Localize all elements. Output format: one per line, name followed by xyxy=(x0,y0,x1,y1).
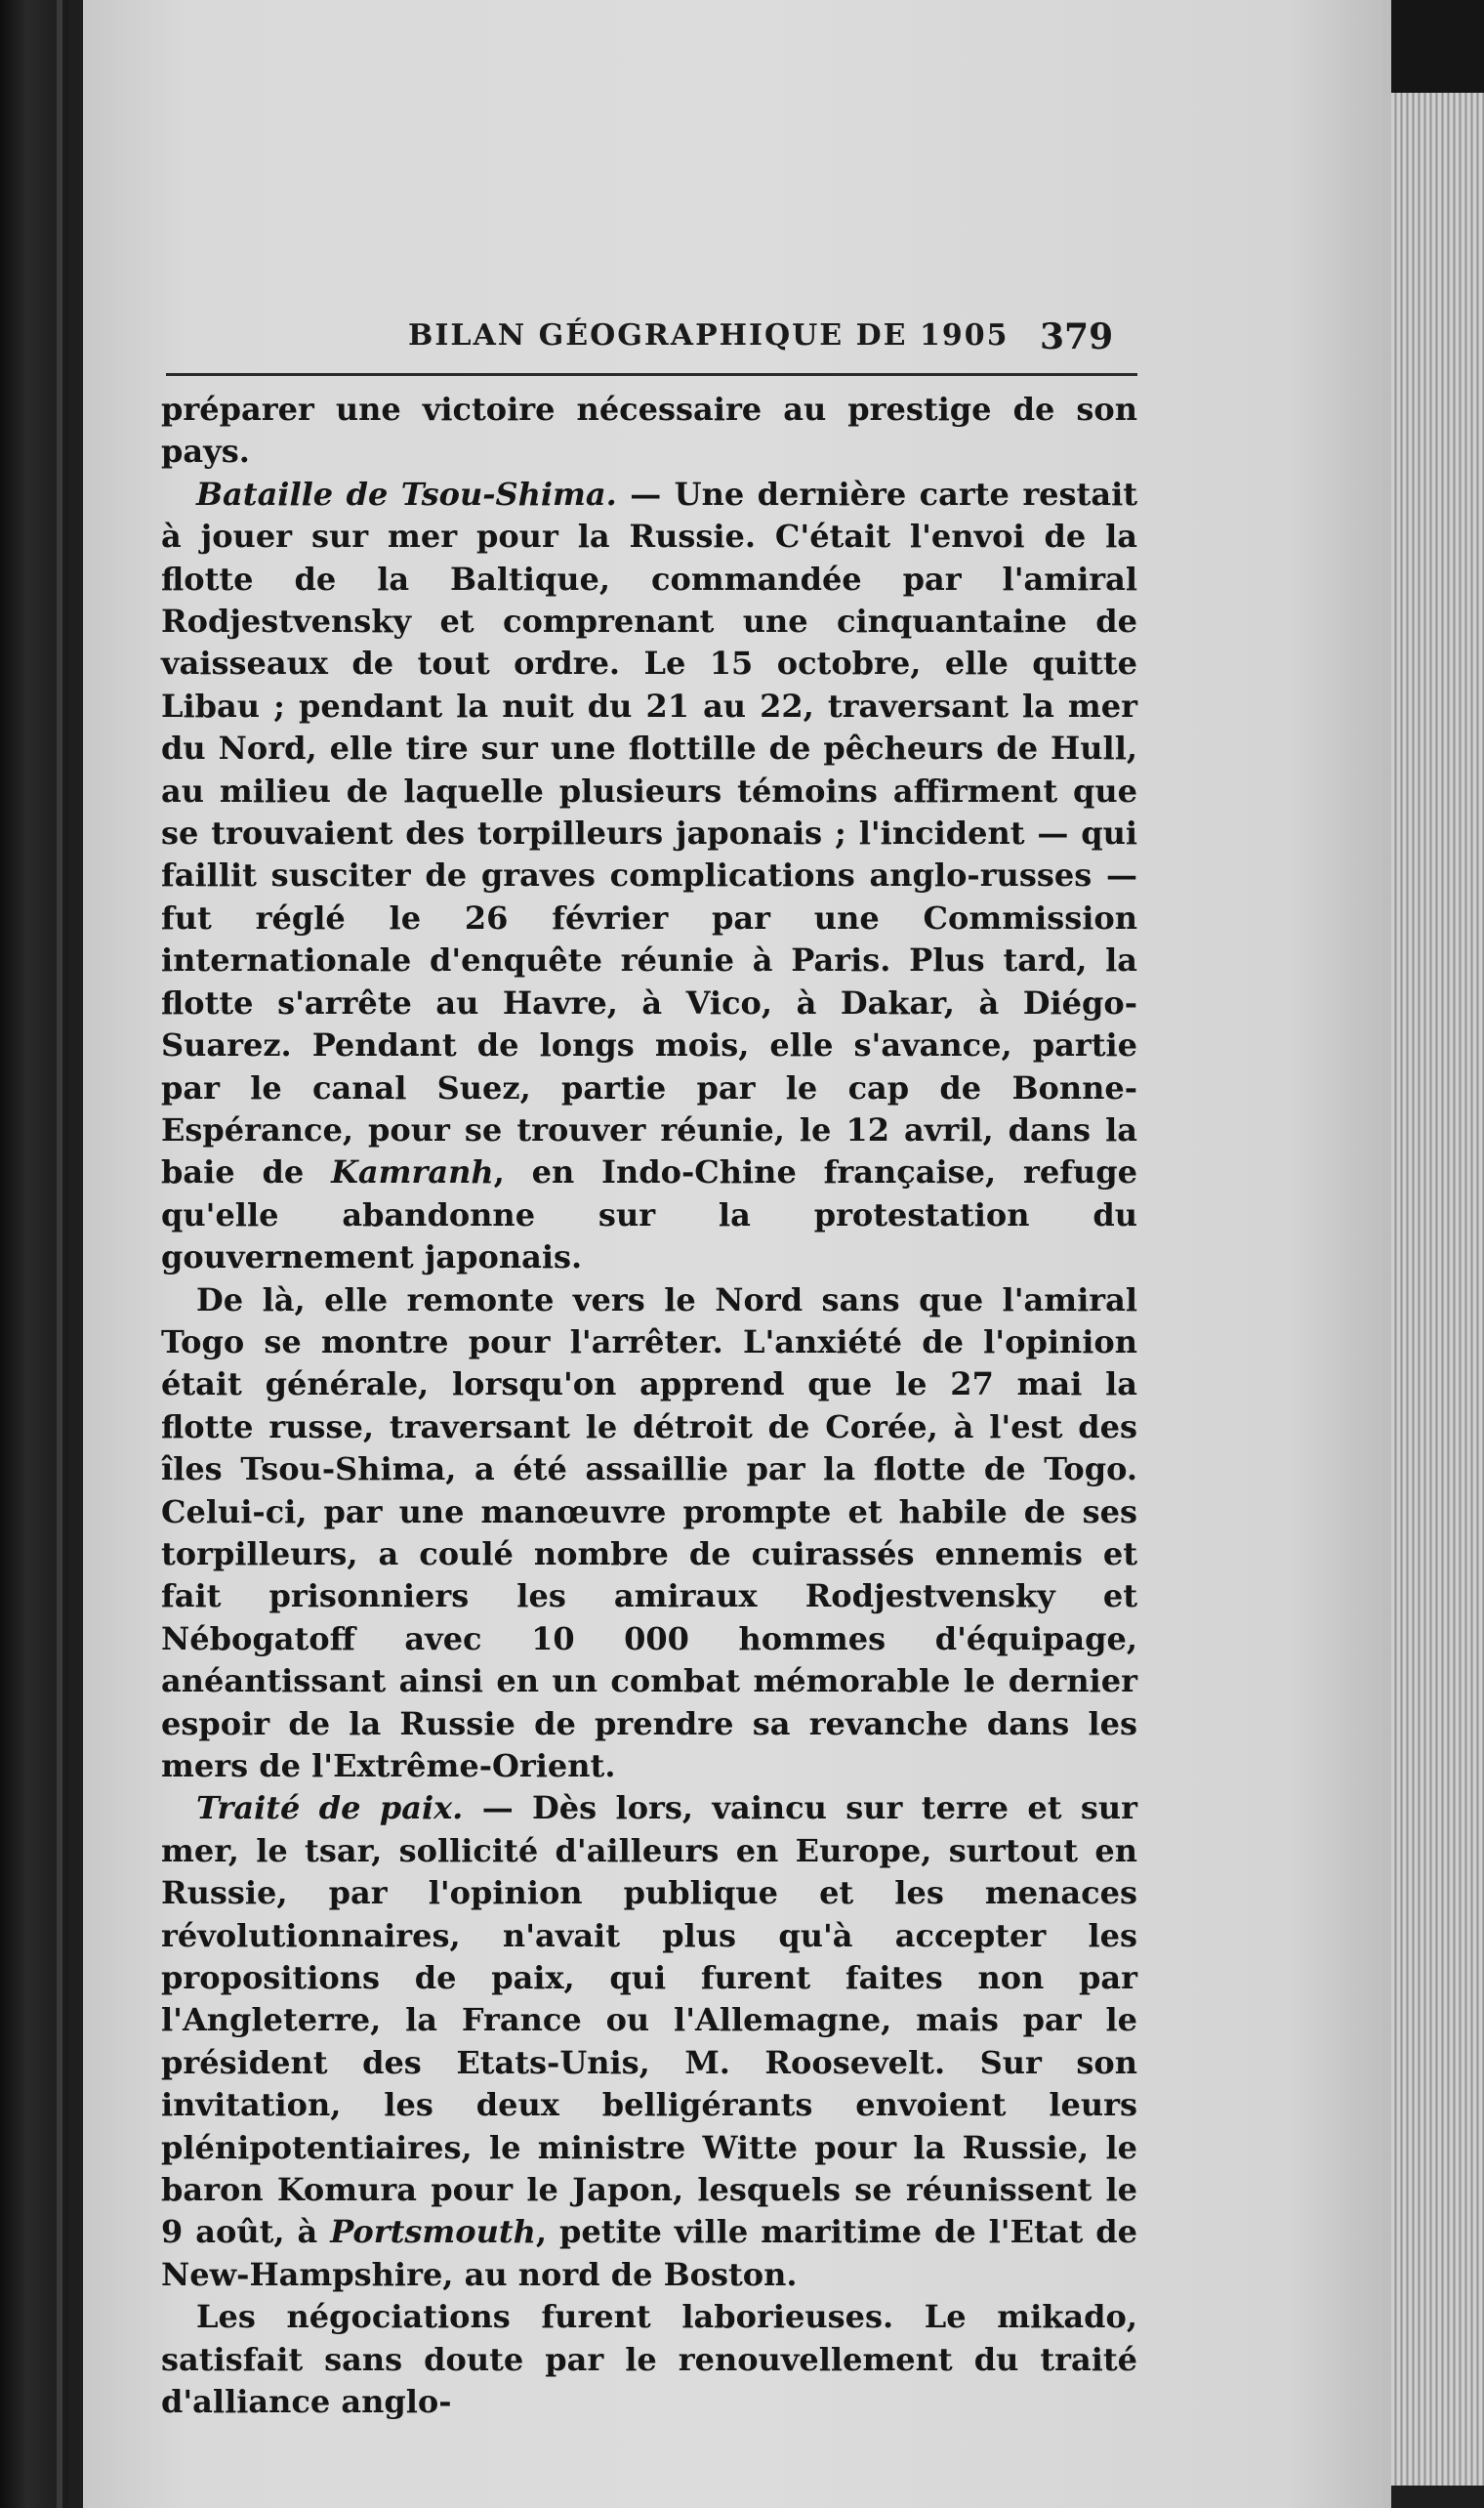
section-lead: Bataille de Tsou-Shima. xyxy=(196,475,617,513)
spine-shadow xyxy=(57,0,62,2508)
paragraph-battle xyxy=(161,1279,1137,1788)
page-header xyxy=(166,311,1137,369)
place-name-emphasis: Portsmouth xyxy=(330,2213,536,2251)
paragraph-text: — Une dernière carte restait à jouer sur mer pour la Russie. C'était l'envoi de la flotte de la Baltique, commandée par l'amiral Rodjestvensky et comprenant une cinquantaine de vaisseaux de tout ordre. Le 15 octobre, elle quitte Libau ; pendant la nuit du 21 au 22, traversant la mer du Nord, elle tire sur une flottille de pêcheurs de Hull, au milieu de laquelle plusieurs témoins affirment que se trouvaient des torpilleurs japonais ; l'incident — qui faillit susciter de graves complications anglo-russes — fut réglé le 26 février par une Commission internationale d'enquête réunie à Paris. Plus tard, la flotte s'arrête au Havre, à Vico, à Dakar, à Diégo-Suarez. Pendant de longs mois, elle s'avance, partie par le canal Suez, partie par le cap de Bonne-Espérance, pour se trouver réunie, le 12 avril, dans la baie de xyxy=(161,475,1137,1191)
page-number: 379 xyxy=(1040,316,1114,357)
paragraph-text: Les négociations furent laborieuses. Le mikado, satisfait sans doute par le renouvellement du traité d'alliance anglo- xyxy=(161,2298,1137,2421)
page-stack-shadow xyxy=(1391,0,1484,93)
paragraph-text: De là, elle remonte vers le Nord sans que l'amiral Togo se montre pour l'arrêter. L'anxiété de l'opinion était générale, lorsqu'on apprend que le 27 mai la flotte russe, traversant le détroit de Corée, à l'est des îles Tsou-Shima, a été assaillie par la flotte de Togo. Celui-ci, par une manœuvre prompte et habile de ses torpilleurs, a coulé nombre de cuirassés ennemis et fait prisonniers les amiraux Rodjestvensky et Nébogatoff avec 10 000 hommes d'équipage, anéantissant ainsi en un combat mémorable le dernier espoir de la Russie de prendre sa revanche dans les mers de l'Extrême-Orient. xyxy=(161,1280,1137,1784)
paragraph-negociations xyxy=(161,2296,1137,2423)
paragraph-text-tail: , en Indo-Chine française, refuge qu'elle abandonne sur la protestation du gouvernement japonais. xyxy=(161,1153,1138,1276)
header-rule xyxy=(166,373,1137,376)
paragraph-text: — Dès lors, vaincu sur terre et sur mer, le tsar, sollicité d'ailleurs en Europe, surtout en Russie, par l'opinion publique et les menaces révolutionnaires, n'avait plus qu'à accepter les propositions de paix, qui furent faites non par l'Angleterre, la France ou l'Allemagne, mais par le président des Etats-Unis, M. Roosevelt. Sur son invitation, les deux belligérants envoient leurs plénipotentiaires, le ministre Witte pour la Russie, le baron Komura pour le Japon, lesquels se réunissent le 9 août, à xyxy=(161,1789,1138,2251)
body-text xyxy=(161,389,1137,2424)
paragraph-continuation xyxy=(161,389,1137,474)
paragraph-text: préparer une victoire nécessaire au prestige de son pays. xyxy=(161,391,1137,471)
section-lead: Traité de paix. xyxy=(196,1789,464,1827)
place-name-emphasis: Kamranh xyxy=(331,1153,494,1191)
page-stack-edge xyxy=(1391,93,1484,2486)
paragraph-text-tail: , petite ville maritime de l'Etat de New-Hampshire, au nord de Boston. xyxy=(161,2213,1137,2293)
paragraph-tsou-shima xyxy=(161,474,1137,1279)
paragraph-traite xyxy=(161,1787,1137,2296)
running-title: BILAN GÉOGRAPHIQUE DE 1905 xyxy=(408,318,1010,353)
